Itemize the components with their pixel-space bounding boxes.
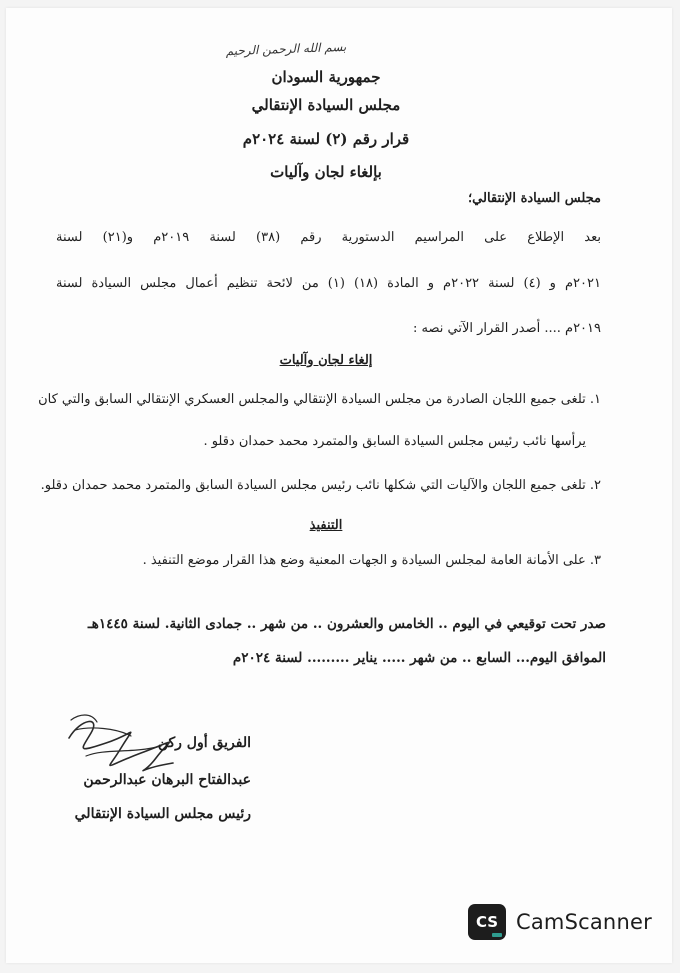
clause-1-line-1: ١. تلغى جميع اللجان الصادرة من مجلس السيادة الإنتقالي والمجلس العسكري الإنتقالي السابق والتي كان [38,392,601,407]
camscanner-logo-text: CS [475,913,499,931]
clause-3: ٣. على الأمانة العامة لمجلس السيادة و الجهات المعنية وضع هذا القرار موضع التنفيذ . [142,553,601,568]
basmala: بسم الله الرحمن الرحيم [225,39,347,59]
preamble-line-1: بعد الإطلاع على المراسيم الدستورية رقم (٣٨) لسنة ٢٠١٩م و(٢١) لسنة [56,230,602,245]
clause-1-line-2: يرأسها نائب رئيس مجلس السيادة السابق والمتمرد محمد حمدان دقلو . [203,434,586,449]
preamble-line-3: ٢٠١٩م .... أصدر القرار الآتي نصه : [413,321,601,336]
republic-name: جمهورية السودان [271,68,381,86]
decree-subject: بإلغاء لجان وآليات [270,163,382,181]
signer-name: عبدالفتاح البرهان عبدالرحمن [83,772,251,788]
execution-title: التنفيذ [309,518,343,533]
signer-title: رئيس مجلس السيادة الإنتقالي [74,806,251,822]
camscanner-label: CamScanner [516,910,652,934]
gregorian-date-line: الموافق اليوم... السابع .. من شهر ..... يناير ......... لسنة ٢٠٢٤م [232,650,606,666]
addressee: مجلس السيادة الإنتقالي؛ [468,191,601,206]
document-page [6,8,672,963]
clause-2: ٢. تلغى جميع اللجان والآليات التي شكلها نائب رئيس مجلس السيادة السابق والمتمرد محمد حمدان دقلو. [40,478,601,493]
decree-number: قرار رقم (٢) لسنة ٢٠٢٤م [242,130,410,148]
council-name: مجلس السيادة الإنتقالي [251,96,401,114]
signer-rank: الفريق أول ركن [157,735,251,751]
camscanner-watermark [468,904,652,940]
camscanner-logo-icon [468,904,506,940]
preamble-line-2: ٢٠٢١م و (٤) لسنة ٢٠٢٢م و المادة (١٨) (١) من لائحة تنظيم أعمال مجلس السيادة لسنة [56,276,601,291]
hijri-date-line: صدر تحت توقيعي في اليوم .. الخامس والعشرون .. من شهر .. جمادى الثانية. لسنة ١٤٤٥هـ [87,616,606,632]
section-title: إلغاء لجان وآليات [279,353,373,368]
